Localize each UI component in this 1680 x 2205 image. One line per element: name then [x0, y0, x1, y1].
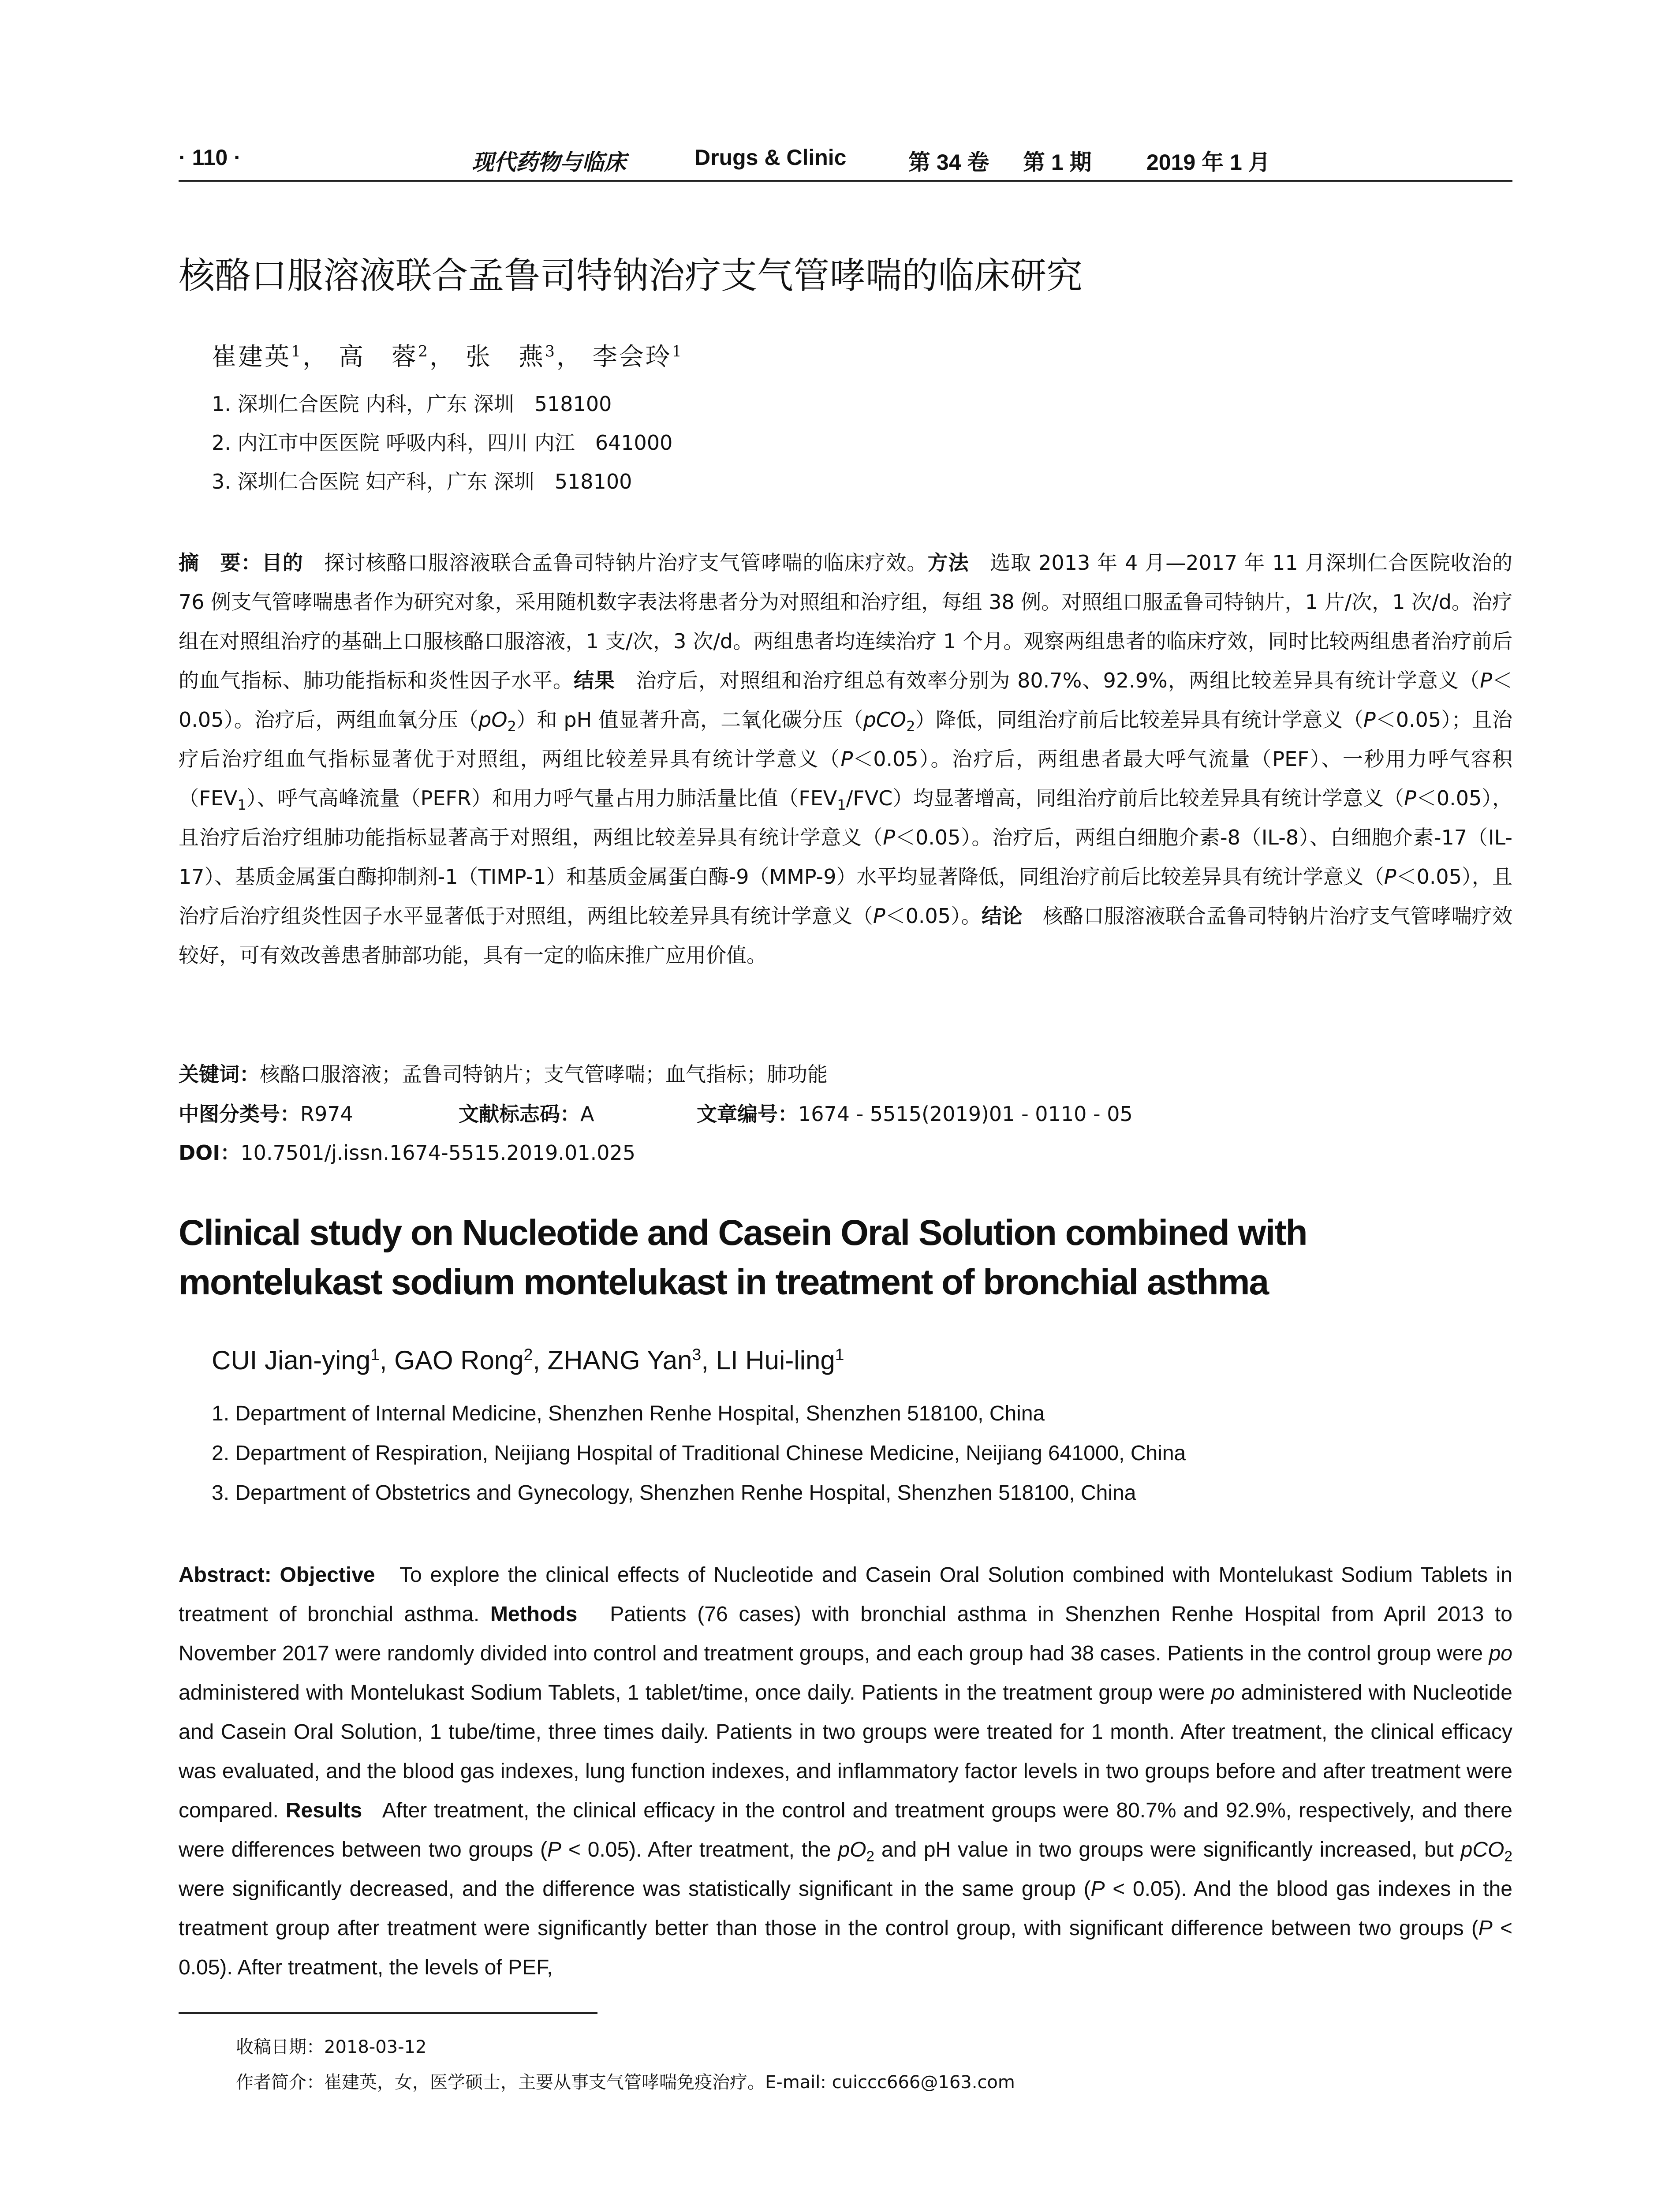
methods-text: 选取 2013 年 4 月—2017 年 11 月深圳仁合医院收治的 76 例支气管哮喘患者作为研究对象，采用随机数字表法将患者分为对照组和治疗组，每组 38 例。对照组口服孟鲁司特钠片，1 片/次，1 次/d。治疗组在对照组治疗的基础上口服核酪口服溶液，1 支/次，3 次/d。两组患者均连续治疗 1 个月。观察两组患者的临床疗效，同时比较两组患者治疗前后的血气指标、肺功能指标和炎性因子水平。	[179, 551, 1513, 692]
results-text: ）降低，同组治疗前后比较差异具有统计学意义（	[915, 708, 1364, 732]
volume: 第 34 卷	[908, 150, 989, 175]
results-text: < 0.05). After treatment, the levels of PEF,	[179, 1917, 1512, 1979]
issue: 第 1 期	[1023, 150, 1092, 175]
p-symbol: P	[1090, 1877, 1105, 1901]
pco2-symbol: pCO	[1460, 1838, 1505, 1861]
clc-label: 中图分类号：	[179, 1102, 300, 1126]
abstract-cn	[179, 543, 1512, 975]
author-name: 李会玲	[592, 343, 672, 371]
objective-label: Objective	[280, 1563, 375, 1587]
p-symbol: P	[873, 904, 885, 928]
results-text: ＜0.05），且治疗后治疗组肺功能指标显著高于对照组，两组比较差异具有统计学意义（	[179, 786, 1513, 849]
pco2-symbol: pCO	[863, 708, 907, 732]
subscript: 2	[906, 718, 915, 735]
journal-title-en: Drugs & Clinic	[694, 145, 847, 170]
affiliation-cn: 2. 内江市中医医院 呼吸内科，四川 内江 641000	[212, 431, 673, 455]
results-text: 治疗后，对照组和治疗组总有效率分别为 80.7%、92.9%，两组比较差异具有统计学意义（	[636, 669, 1480, 692]
doi-label: DOI：	[179, 1141, 241, 1165]
author-affiliation-mark: 1	[370, 1345, 380, 1364]
objective-text: 探讨核酪口服溶液联合孟鲁司特钠片治疗支气管哮喘的临床疗效。	[324, 551, 928, 575]
subscript: 1	[837, 796, 846, 814]
methods-text: administered with Montelukast Sodium Tablets, 1 tablet/time, once daily. Patients in the treatment group were	[179, 1681, 1205, 1704]
author-bio: 作者简介：崔建英，女，医学硕士，主要从事支气管哮喘免疫治疗。E-mail: cuiccc666@163.com	[236, 2072, 1015, 2093]
results-text: ）、呼气高峰流量（PEFR）和用力呼气量占用力肺活量比值（FEV	[246, 786, 837, 810]
subscript: 1	[237, 796, 246, 814]
journal-title-cn: 现代药物与临床	[472, 149, 626, 175]
issue-date: 2019 年 1 月	[1146, 150, 1270, 175]
running-header	[179, 140, 1512, 180]
clc-code: R974	[300, 1102, 353, 1126]
article-title-en: Clinical study on Nucleotide and Casein Oral Solution combined with montelukast sodium montelukast in treatment of bronchial asthma	[179, 1213, 1307, 1302]
author-affiliation-mark: 2	[523, 1345, 533, 1364]
methods-label: Methods	[490, 1603, 578, 1626]
footnote-rule	[179, 2012, 597, 2014]
results-text: ＜0.05）。治疗后，两组白细胞介素-8（IL-8）、白细胞介素-17（IL-17）、基质金属蛋白酶抑制剂-1（TIMP-1）和基质金属蛋白酶-9（MMP-9）水平均显著降低，同组治疗前后比较差异具有统计学意义（	[179, 826, 1512, 889]
methods-text: administered with Nucleotide and Casein Oral Solution, 1 tube/time, three times daily. Patients in two groups were treated for 1 month. After treatment, the clinical efficacy was evaluated, and the blood gas indexes, lung function indexes, and inflammatory factor levels in two groups before and after treatment were compared.	[179, 1681, 1513, 1822]
objective-text: To explore the clinical effects of Nucleotide and Casein Oral Solution combined with Montelukast Sodium Tablets in treatment of bronchial asthma.	[179, 1563, 1512, 1626]
p-symbol: P	[883, 826, 895, 849]
author-name: 崔建英	[212, 343, 291, 371]
author-name: 高 蓉	[338, 343, 418, 371]
results-text: ＜0.05）。治疗后，两组血氧分压（	[179, 669, 1513, 732]
keywords: 核酪口服溶液；孟鲁司特钠片；支气管哮喘；血气指标；肺功能	[260, 1062, 828, 1086]
abstract-en	[179, 1555, 1512, 1987]
subscript: 2	[507, 718, 517, 735]
p-symbol: P	[840, 747, 853, 771]
results-label: 结果	[574, 669, 616, 692]
abstract-label: 摘 要：	[179, 551, 262, 575]
author-name: GAO Rong	[394, 1345, 524, 1375]
author-affiliation-mark: 1	[835, 1345, 844, 1364]
affiliation-en: 2. Department of Respiration, Neijiang Hospital of Traditional Chinese Medicine, Neijiang 641000, China	[212, 1442, 1186, 1465]
results-text: After treatment, the clinical efficacy in the control and treatment groups were 80.7% and 92.9%, respectively, and there were differences between two groups (	[179, 1799, 1512, 1861]
p-symbol: P	[1480, 669, 1493, 692]
doi-line	[179, 1137, 635, 1166]
author-name: ZHANG Yan	[547, 1345, 692, 1375]
results-label: Results	[285, 1799, 362, 1822]
author-name: 张 燕	[465, 343, 545, 371]
po-term: po	[1211, 1681, 1235, 1704]
po2-symbol: pO	[478, 708, 508, 732]
objective-label: 目的	[261, 551, 304, 575]
results-text: /FVC）均显著增高，同组治疗前后比较差异具有统计学意义（	[846, 786, 1404, 810]
authors-cn: 崔建英$^1$， 高 蓉$^2$， 张 燕$^3$， 李会玲$^1$	[212, 343, 683, 371]
author-affiliation-mark: 1	[291, 343, 303, 361]
article-number-label: 文章编号：	[697, 1102, 798, 1126]
abstract-label: Abstract:	[179, 1563, 272, 1587]
methods-text: Patients (76 cases) with bronchial asthma in Shenzhen Renhe Hospital from April 2013 to November 2017 were randomly divided into control and treatment groups, and each group had 38 cases. Patients in the control group were	[179, 1603, 1513, 1665]
author-affiliation-mark: 1	[672, 343, 683, 361]
results-text: ＜0.05）。	[885, 904, 982, 928]
po2-symbol: pO	[838, 1838, 866, 1861]
conclusion-text: 核酪口服溶液联合孟鲁司特钠片治疗支气管哮喘疗效较好，可有效改善患者肺部功能，具有一定的临床推广应用价值。	[179, 904, 1513, 967]
p-symbol: P	[1478, 1917, 1493, 1940]
results-text: < 0.05). And the blood gas indexes in the treatment group after treatment were significantly better than those in the control group, with significant difference between two groups (	[179, 1877, 1512, 1940]
results-text: ＜0.05），且治疗后治疗组炎性因子水平显著低于对照组，两组比较差异具有统计学意义（	[179, 865, 1513, 928]
p-symbol: P	[1384, 865, 1396, 889]
affiliation-cn: 3. 深圳仁合医院 妇产科，广东 深圳 518100	[212, 470, 632, 493]
authors-en: CUI Jian-ying$^1$, GAO Rong$^2$, ZHANG Yan$^3$, LI Hui-ling$^1$	[212, 1345, 844, 1375]
author-affiliation-mark: 2	[418, 343, 429, 361]
results-text: < 0.05). After treatment, the	[561, 1838, 831, 1861]
subscript: 2	[1504, 1848, 1513, 1865]
subscript: 2	[866, 1848, 875, 1865]
p-symbol: P	[1404, 786, 1416, 810]
keywords-line	[179, 1058, 828, 1088]
classification-line	[179, 1098, 353, 1127]
po-term: po	[1489, 1642, 1512, 1665]
doi: 10.7501/j.issn.1674-5515.2019.01.025	[240, 1141, 636, 1165]
header-rule	[179, 180, 1512, 182]
author-name: CUI Jian-ying	[212, 1345, 371, 1375]
page-number: · 110 ·	[179, 145, 241, 170]
results-text: and pH value in two groups were significantly increased, but	[881, 1838, 1454, 1861]
keywords-label: 关键词：	[179, 1062, 260, 1086]
article-number: 1674 - 5515(2019)01 - 0110 - 05	[798, 1102, 1133, 1126]
methods-label: 方法	[927, 551, 969, 575]
results-text: ＜0.05）；且治疗后治疗组血气指标显著优于对照组，两组比较差异具有统计学意义（	[179, 708, 1512, 771]
received-date: 收稿日期：2018-03-12	[236, 2037, 427, 2057]
author-name: LI Hui-ling	[716, 1345, 835, 1375]
article-number-line	[697, 1098, 1133, 1127]
author-affiliation-mark: 3	[545, 343, 556, 361]
doc-code-label: 文献标志码：	[459, 1102, 580, 1126]
p-symbol: P	[547, 1838, 562, 1861]
doc-code-line	[459, 1098, 594, 1127]
p-symbol: P	[1363, 708, 1376, 732]
results-text: ＜0.05）。治疗后，两组患者最大呼气流量（PEF）、一秒用力呼气容积（FEV	[179, 747, 1513, 810]
affiliation-en: 3. Department of Obstetrics and Gynecology, Shenzhen Renhe Hospital, Shenzhen 518100, China	[212, 1481, 1136, 1505]
conclusion-label: 结论	[982, 904, 1023, 928]
doc-code: A	[580, 1102, 594, 1126]
results-text: were significantly decreased, and the difference was statistically significant in the same group (	[179, 1877, 1091, 1901]
author-affiliation-mark: 3	[692, 1345, 702, 1364]
article-title-cn: 核酪口服溶液联合孟鲁司特钠治疗支气管哮喘的临床研究	[179, 255, 1083, 297]
results-text: ）和 pH 值显著升高，二氧化碳分压（	[516, 708, 863, 732]
affiliation-en: 1. Department of Internal Medicine, Shenzhen Renhe Hospital, Shenzhen 518100, China	[212, 1402, 1045, 1425]
affiliation-cn: 1. 深圳仁合医院 内科，广东 深圳 518100	[212, 392, 612, 416]
